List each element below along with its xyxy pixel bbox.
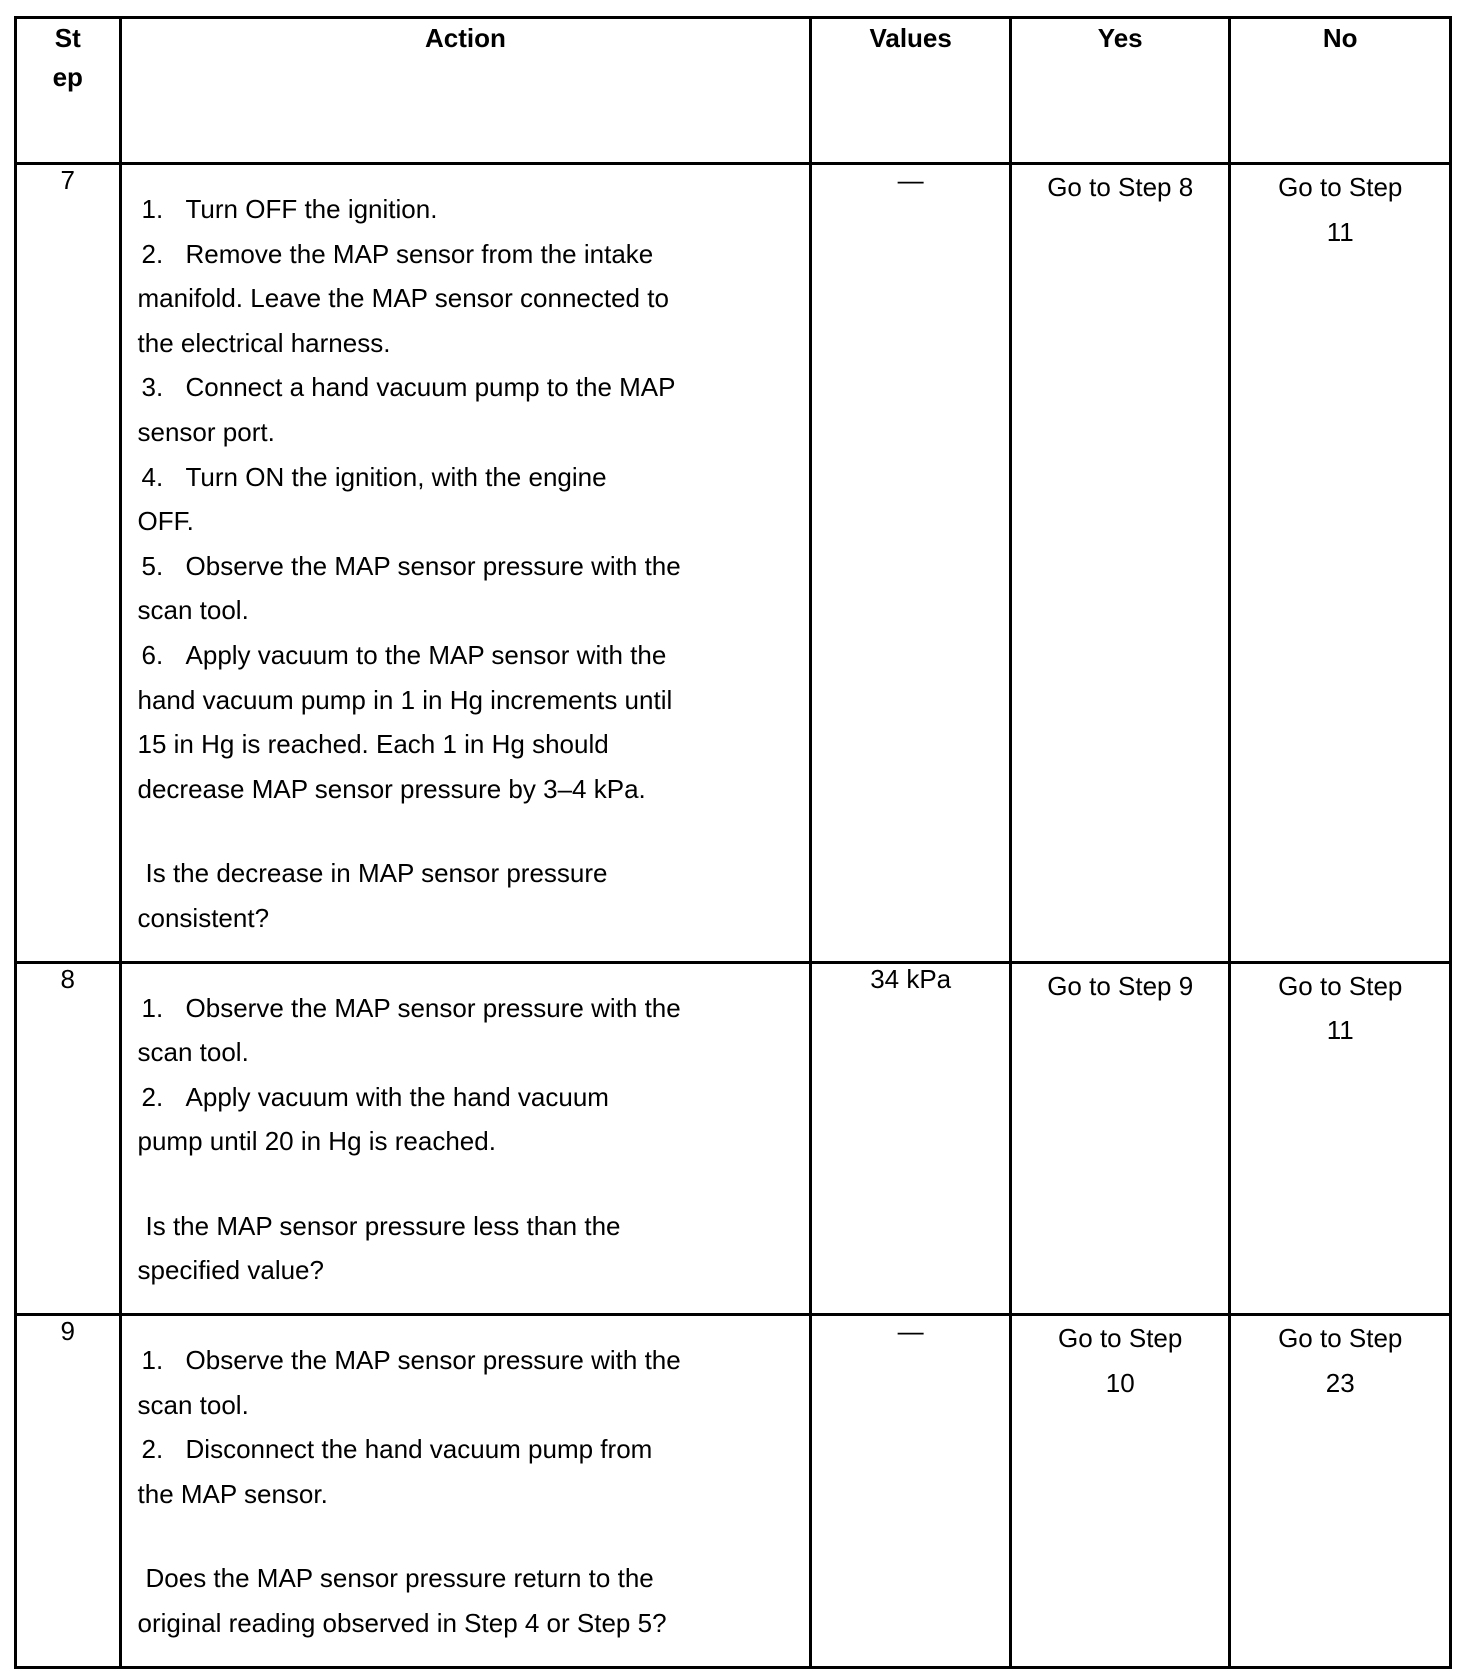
action-cell xyxy=(120,962,811,1315)
step-header-line-1: St xyxy=(54,23,81,53)
action-item: 2. Disconnect the hand vacuum pump from xyxy=(141,1434,653,1465)
action-continuation: manifold. Leave the MAP sensor connected to xyxy=(137,283,669,314)
yes-outcome[interactable]: Go to Step 8 xyxy=(1010,164,1229,963)
action-question: Is the decrease in MAP sensor pressure consistent? xyxy=(137,858,608,933)
action-continuation: the electrical harness. xyxy=(137,327,391,358)
table-row-step-7 xyxy=(16,164,1451,963)
no-outcome[interactable]: Go to Step 11 xyxy=(1230,164,1451,963)
table-row-step-9 xyxy=(16,1315,1451,1668)
action-item: 2. Apply vacuum with the hand vacuum xyxy=(141,1081,609,1112)
action-item: 2. Remove the MAP sensor from the intake xyxy=(141,238,654,269)
step-number: 7 xyxy=(16,164,121,963)
table-row-step-8 xyxy=(16,962,1451,1315)
yes-outcome[interactable]: Go to Step 10 xyxy=(1010,1315,1229,1668)
header-row xyxy=(16,18,1451,164)
action-question: Does the MAP sensor pressure return to the original reading observed in Step 4 or Step 5? xyxy=(137,1563,667,1639)
no-outcome[interactable]: Go to Step 11 xyxy=(1230,962,1451,1315)
action-continuation: the MAP sensor. xyxy=(137,1478,328,1509)
value-cell: 34 kPa xyxy=(811,962,1011,1315)
action-item: 3. Connect a hand vacuum pump to the MAP xyxy=(141,372,676,403)
step-header-line-2: ep xyxy=(52,62,83,92)
value-cell: — xyxy=(811,1315,1011,1668)
action-continuation: 15 in Hg is reached. Each 1 in Hg should xyxy=(137,729,609,760)
yes-outcome[interactable]: Go to Step 9 xyxy=(1010,962,1229,1315)
step-number: 8 xyxy=(16,962,121,1315)
no-column-header: No xyxy=(1230,18,1451,164)
action-question: Is the MAP sensor pressure less than the specified value? xyxy=(137,1210,621,1286)
action-continuation: OFF. xyxy=(137,506,194,537)
values-column-header: Values xyxy=(811,18,1011,164)
action-item: 1. Observe the MAP sensor pressure with the xyxy=(141,992,681,1023)
step-column-header xyxy=(16,18,121,164)
action-item: 4. Turn ON the ignition, with the engine xyxy=(141,461,607,492)
action-cell xyxy=(120,1315,811,1668)
action-continuation: pump until 20 in Hg is reached. xyxy=(137,1126,496,1157)
yes-column-header: Yes xyxy=(1010,18,1229,164)
action-continuation: sensor port. xyxy=(137,416,275,447)
action-continuation: decrease MAP sensor pressure by 3–4 kPa. xyxy=(137,773,646,804)
step-number: 9 xyxy=(16,1315,121,1668)
action-continuation: hand vacuum pump in 1 in Hg increments until xyxy=(137,684,673,715)
action-continuation: scan tool. xyxy=(137,595,249,626)
diagnostic-steps-table xyxy=(14,16,1452,1669)
action-column-header: Action xyxy=(120,18,811,164)
action-item: 1. Turn OFF the ignition. xyxy=(141,194,438,224)
no-outcome[interactable]: Go to Step 23 xyxy=(1230,1315,1451,1668)
action-item: 6. Apply vacuum to the MAP sensor with the xyxy=(141,639,667,670)
action-item: 5. Observe the MAP sensor pressure with the xyxy=(141,550,681,581)
action-cell xyxy=(120,164,811,963)
action-item: 1. Observe the MAP sensor pressure with the xyxy=(141,1345,681,1376)
value-cell: — xyxy=(811,164,1011,963)
action-continuation: scan tool. xyxy=(137,1389,249,1420)
action-continuation: scan tool. xyxy=(137,1037,249,1068)
